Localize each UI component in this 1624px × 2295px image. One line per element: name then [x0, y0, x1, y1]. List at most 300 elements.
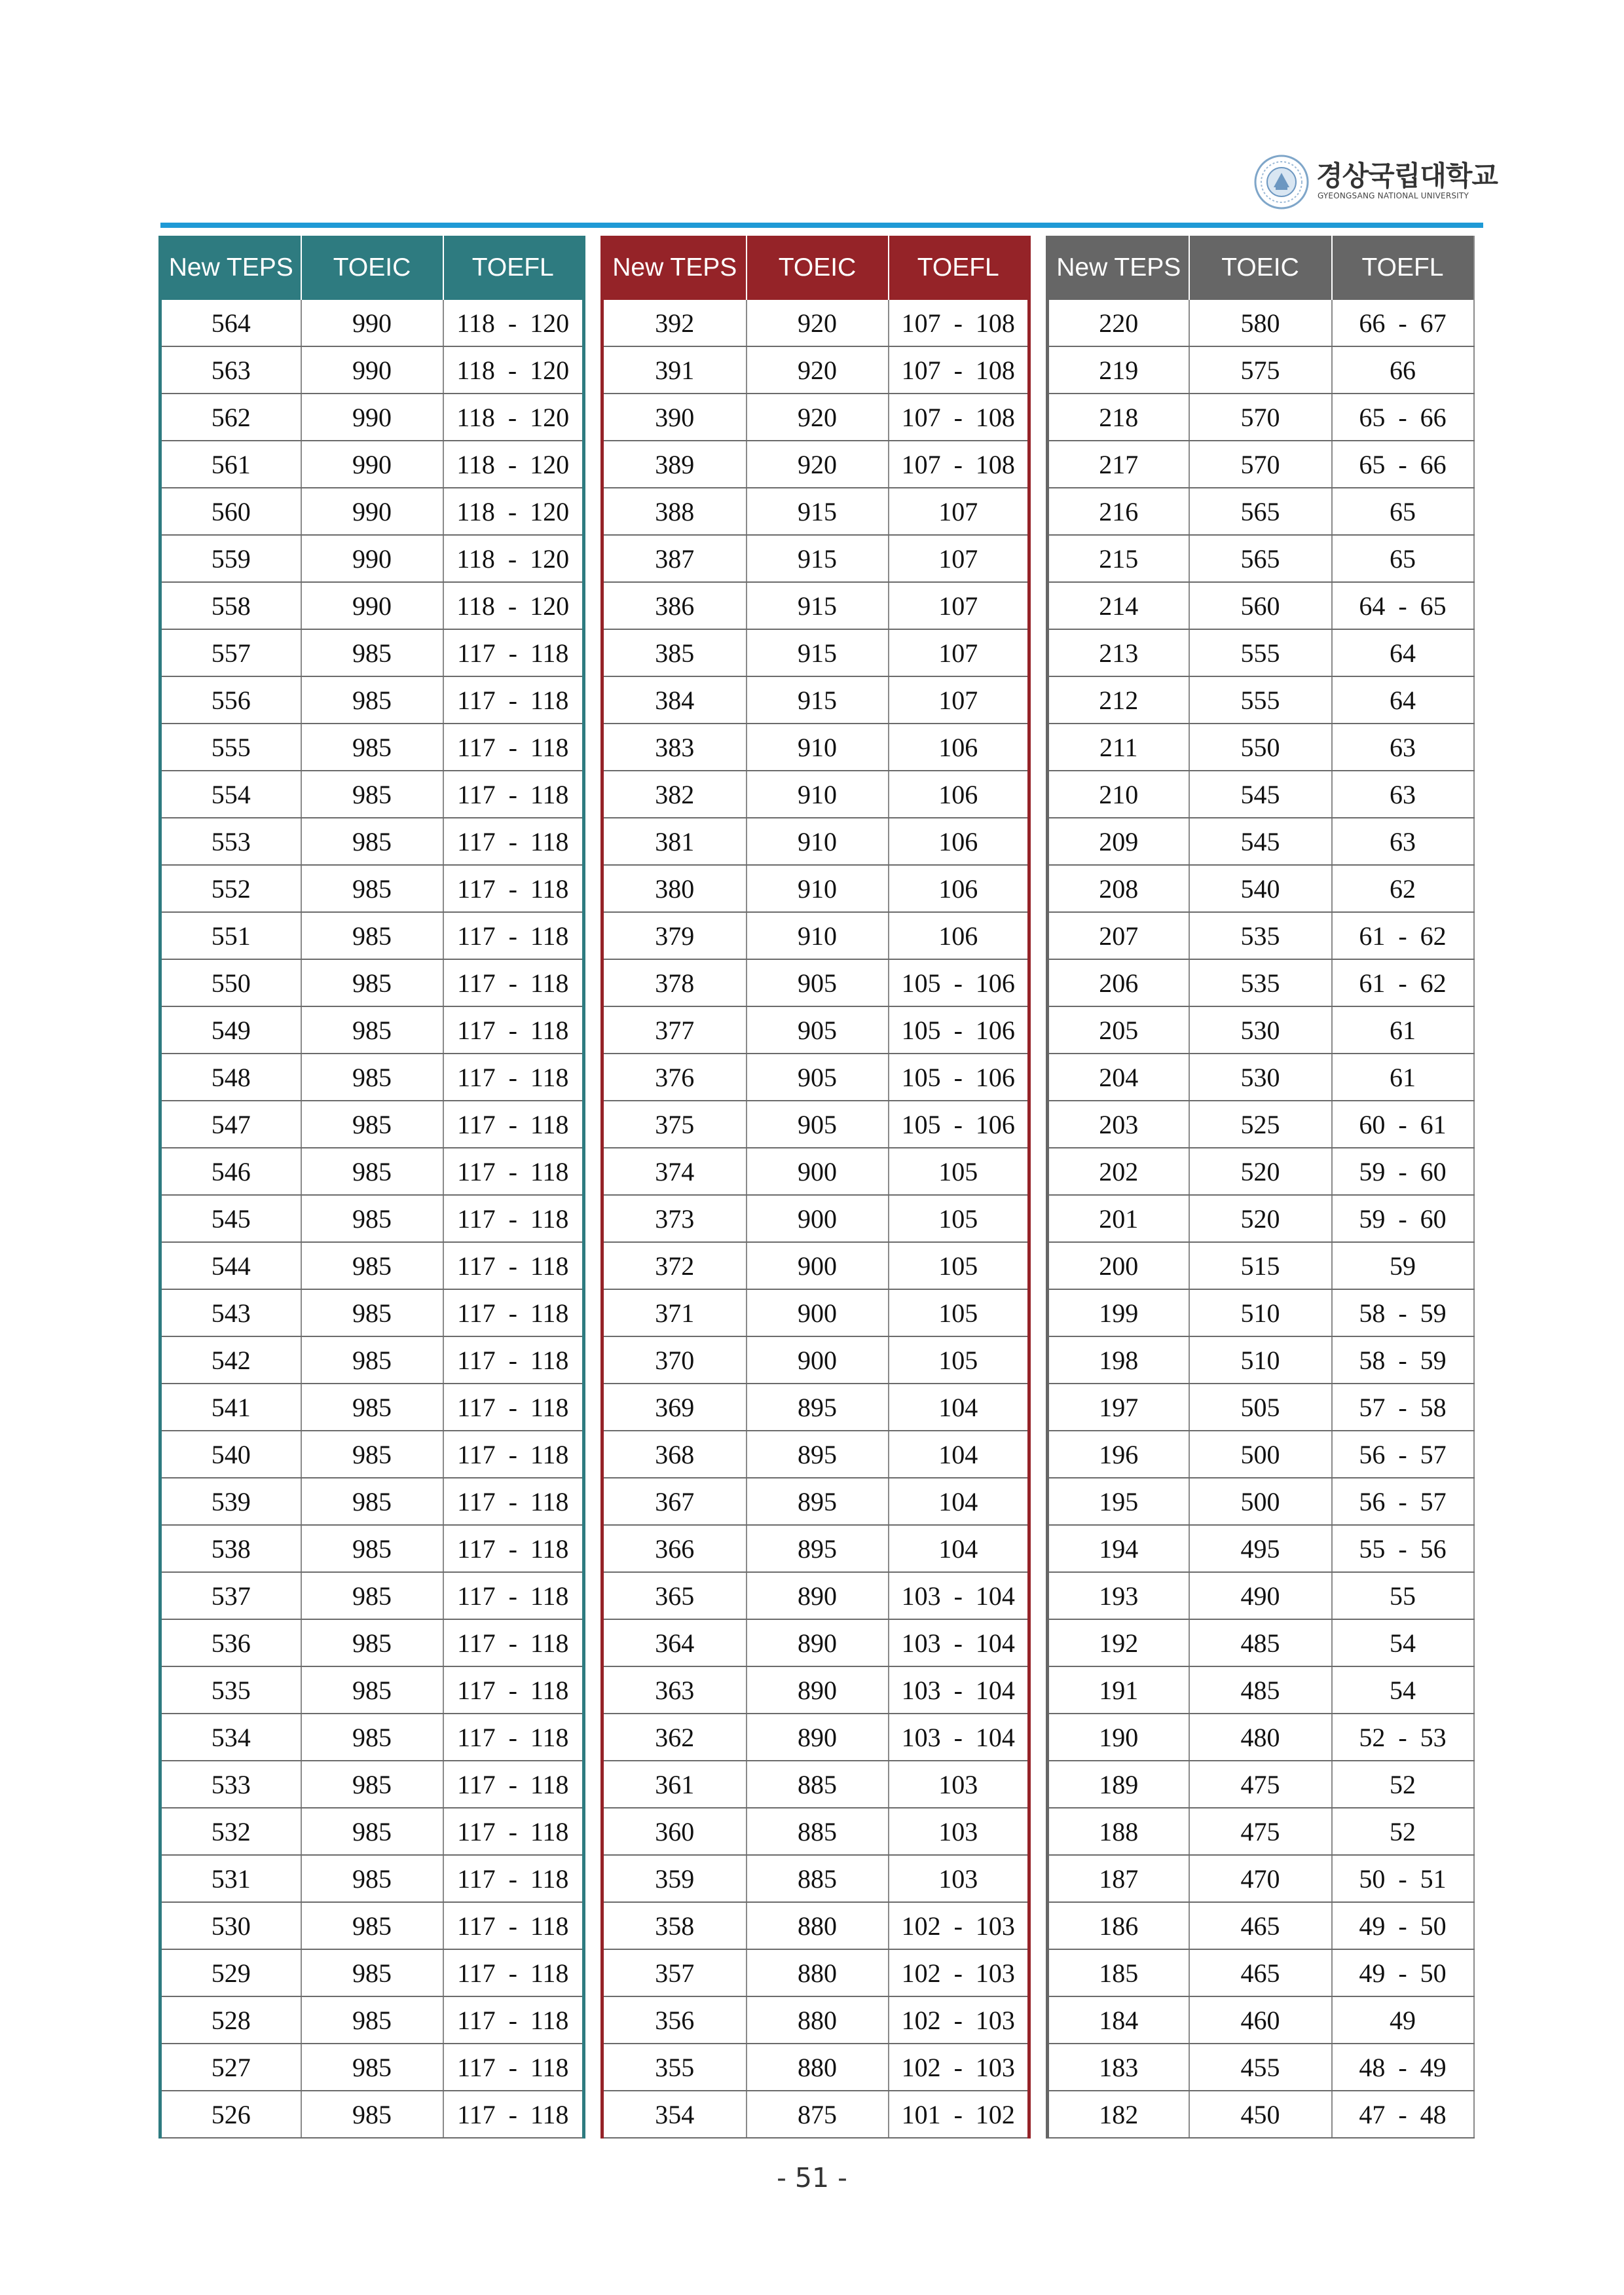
toeic-cell: 920	[747, 300, 889, 346]
toeic-cell: 990	[301, 394, 443, 441]
new-teps-cell: 190	[1048, 1714, 1189, 1761]
toeic-cell: 985	[301, 771, 443, 818]
table-row	[602, 818, 1029, 865]
new-teps-cell: 558	[160, 582, 301, 629]
table-row	[160, 1054, 584, 1101]
table-row	[602, 346, 1029, 394]
header-new-teps: New TEPS	[160, 236, 301, 300]
toeic-cell: 480	[1189, 1714, 1332, 1761]
toeic-cell: 895	[747, 1525, 889, 1572]
new-teps-cell: 550	[160, 959, 301, 1006]
toefl-cell: 117 - 118	[443, 1289, 584, 1336]
table-row	[1048, 535, 1474, 582]
new-teps-cell: 368	[602, 1431, 747, 1478]
toeic-cell: 525	[1189, 1101, 1332, 1148]
university-name-korean: 경상국립대학교	[1316, 160, 1498, 192]
toeic-cell: 880	[747, 1902, 889, 1949]
new-teps-cell: 185	[1048, 1949, 1189, 1996]
toefl-cell: 54	[1332, 1666, 1474, 1714]
toeic-cell: 985	[301, 1666, 443, 1714]
table-row	[602, 1808, 1029, 1855]
toeic-cell: 905	[747, 1101, 889, 1148]
toefl-cell: 55	[1332, 1572, 1474, 1619]
toeic-cell: 495	[1189, 1525, 1332, 1572]
table-row	[1048, 1054, 1474, 1101]
toefl-cell: 107	[889, 582, 1029, 629]
toeic-cell: 910	[747, 771, 889, 818]
toefl-cell: 117 - 118	[443, 1525, 584, 1572]
table-row	[1048, 1336, 1474, 1384]
toefl-cell: 102 - 103	[889, 1996, 1029, 2044]
new-teps-cell: 210	[1048, 771, 1189, 818]
new-teps-cell: 207	[1048, 912, 1189, 959]
table-row	[1048, 2091, 1474, 2138]
toeic-cell: 460	[1189, 1996, 1332, 2044]
toeic-cell: 985	[301, 959, 443, 1006]
toeic-cell: 895	[747, 1384, 889, 1431]
new-teps-cell: 526	[160, 2091, 301, 2138]
toefl-cell: 47 - 48	[1332, 2091, 1474, 2138]
toefl-cell: 101 - 102	[889, 2091, 1029, 2138]
toefl-cell: 49	[1332, 1996, 1474, 2044]
toeic-cell: 985	[301, 1431, 443, 1478]
new-teps-cell: 183	[1048, 2044, 1189, 2091]
toefl-cell: 117 - 118	[443, 959, 584, 1006]
new-teps-cell: 217	[1048, 441, 1189, 488]
new-teps-cell: 533	[160, 1761, 301, 1808]
table-row	[160, 1619, 584, 1666]
table-row	[1048, 346, 1474, 394]
toefl-cell: 102 - 103	[889, 2044, 1029, 2091]
toeic-cell: 910	[747, 724, 889, 771]
toefl-cell: 103	[889, 1761, 1029, 1808]
table-row	[160, 488, 584, 535]
table-row	[602, 1902, 1029, 1949]
toefl-cell: 118 - 120	[443, 535, 584, 582]
toeic-cell: 505	[1189, 1384, 1332, 1431]
toefl-cell: 104	[889, 1431, 1029, 1478]
table-row	[602, 1714, 1029, 1761]
toefl-cell: 105 - 106	[889, 1006, 1029, 1054]
toefl-cell: 117 - 118	[443, 1761, 584, 1808]
header-toefl: TOEFL	[889, 236, 1029, 300]
new-teps-cell: 536	[160, 1619, 301, 1666]
toeic-cell: 900	[747, 1336, 889, 1384]
new-teps-cell: 549	[160, 1006, 301, 1054]
new-teps-cell: 373	[602, 1195, 747, 1242]
toeic-cell: 990	[301, 535, 443, 582]
header-rule	[160, 223, 1483, 228]
toefl-cell: 105	[889, 1289, 1029, 1336]
new-teps-cell: 543	[160, 1289, 301, 1336]
toefl-cell: 105 - 106	[889, 1054, 1029, 1101]
toefl-cell: 117 - 118	[443, 1384, 584, 1431]
new-teps-cell: 390	[602, 394, 747, 441]
toefl-cell: 63	[1332, 818, 1474, 865]
new-teps-cell: 548	[160, 1054, 301, 1101]
table-row	[160, 912, 584, 959]
new-teps-cell: 212	[1048, 676, 1189, 724]
toeic-cell: 985	[301, 724, 443, 771]
toefl-cell: 107 - 108	[889, 346, 1029, 394]
table-row	[160, 1855, 584, 1902]
toeic-cell: 565	[1189, 535, 1332, 582]
table-row	[1048, 771, 1474, 818]
new-teps-cell: 562	[160, 394, 301, 441]
table-row	[1048, 912, 1474, 959]
university-logo	[1254, 155, 1498, 211]
toefl-cell: 117 - 118	[443, 1336, 584, 1384]
toefl-cell: 117 - 118	[443, 1808, 584, 1855]
university-emblem-icon	[1254, 155, 1309, 210]
toefl-cell: 49 - 50	[1332, 1949, 1474, 1996]
toeic-cell: 885	[747, 1808, 889, 1855]
toefl-cell: 118 - 120	[443, 582, 584, 629]
toefl-cell: 106	[889, 912, 1029, 959]
table-row	[602, 1431, 1029, 1478]
table-row	[602, 1336, 1029, 1384]
new-teps-cell: 381	[602, 818, 747, 865]
toefl-cell: 105	[889, 1148, 1029, 1195]
toefl-cell: 117 - 118	[443, 1006, 584, 1054]
toeic-cell: 985	[301, 1525, 443, 1572]
toefl-cell: 57 - 58	[1332, 1384, 1474, 1431]
table-row	[1048, 676, 1474, 724]
table-row	[602, 1148, 1029, 1195]
toeic-cell: 990	[301, 488, 443, 535]
table-row	[160, 865, 584, 912]
table-row	[160, 1384, 584, 1431]
table-row	[602, 2044, 1029, 2091]
new-teps-cell: 384	[602, 676, 747, 724]
table-row	[602, 1996, 1029, 2044]
toeic-cell: 875	[747, 2091, 889, 2138]
table-row	[160, 582, 584, 629]
table-row	[160, 1902, 584, 1949]
table-row	[160, 724, 584, 771]
toeic-cell: 985	[301, 1902, 443, 1949]
toeic-cell: 985	[301, 1289, 443, 1336]
toeic-cell: 465	[1189, 1949, 1332, 1996]
toefl-cell: 117 - 118	[443, 1478, 584, 1525]
new-teps-cell: 195	[1048, 1478, 1189, 1525]
new-teps-cell: 389	[602, 441, 747, 488]
toeic-cell: 915	[747, 676, 889, 724]
toefl-cell: 61 - 62	[1332, 959, 1474, 1006]
table-row	[1048, 1808, 1474, 1855]
toeic-cell: 520	[1189, 1195, 1332, 1242]
toeic-cell: 880	[747, 1996, 889, 2044]
new-teps-cell: 213	[1048, 629, 1189, 676]
table-row	[602, 912, 1029, 959]
toeic-cell: 985	[301, 1242, 443, 1289]
table-row	[602, 1384, 1029, 1431]
toeic-cell: 985	[301, 1384, 443, 1431]
toeic-cell: 530	[1189, 1054, 1332, 1101]
table-row	[160, 441, 584, 488]
table-row	[1048, 629, 1474, 676]
toeic-cell: 985	[301, 1572, 443, 1619]
toefl-cell: 107	[889, 488, 1029, 535]
new-teps-cell: 365	[602, 1572, 747, 1619]
toeic-cell: 515	[1189, 1242, 1332, 1289]
new-teps-cell: 385	[602, 629, 747, 676]
toeic-cell: 490	[1189, 1572, 1332, 1619]
table-row	[1048, 724, 1474, 771]
toeic-cell: 985	[301, 1148, 443, 1195]
toeic-cell: 575	[1189, 346, 1332, 394]
toefl-cell: 62	[1332, 865, 1474, 912]
toeic-cell: 520	[1189, 1148, 1332, 1195]
table-row	[160, 1996, 584, 2044]
toeic-cell: 485	[1189, 1619, 1332, 1666]
new-teps-cell: 527	[160, 2044, 301, 2091]
table-row	[160, 1289, 584, 1336]
toeic-cell: 985	[301, 1761, 443, 1808]
new-teps-cell: 358	[602, 1902, 747, 1949]
toeic-cell: 500	[1189, 1478, 1332, 1525]
new-teps-cell: 375	[602, 1101, 747, 1148]
toefl-cell: 61	[1332, 1006, 1474, 1054]
toeic-cell: 535	[1189, 912, 1332, 959]
new-teps-cell: 209	[1048, 818, 1189, 865]
toefl-cell: 117 - 118	[443, 2044, 584, 2091]
new-teps-cell: 532	[160, 1808, 301, 1855]
new-teps-cell: 387	[602, 535, 747, 582]
new-teps-cell: 391	[602, 346, 747, 394]
table-row	[1048, 488, 1474, 535]
table-row	[1048, 441, 1474, 488]
table-row	[160, 1478, 584, 1525]
toefl-cell: 103	[889, 1808, 1029, 1855]
toefl-cell: 60 - 61	[1332, 1101, 1474, 1148]
toefl-cell: 105	[889, 1195, 1029, 1242]
toeic-cell: 900	[747, 1195, 889, 1242]
new-teps-cell: 563	[160, 346, 301, 394]
table-row	[602, 724, 1029, 771]
toefl-cell: 59 - 60	[1332, 1148, 1474, 1195]
new-teps-cell: 363	[602, 1666, 747, 1714]
new-teps-cell: 356	[602, 1996, 747, 2044]
table-row	[602, 676, 1029, 724]
toeic-cell: 580	[1189, 300, 1332, 346]
toefl-cell: 56 - 57	[1332, 1431, 1474, 1478]
toefl-cell: 105	[889, 1336, 1029, 1384]
new-teps-cell: 528	[160, 1996, 301, 2044]
new-teps-cell: 539	[160, 1478, 301, 1525]
table-row	[602, 1242, 1029, 1289]
toeic-cell: 885	[747, 1855, 889, 1902]
toefl-cell: 117 - 118	[443, 1195, 584, 1242]
table-row	[1048, 959, 1474, 1006]
table-row	[602, 1289, 1029, 1336]
toeic-cell: 985	[301, 865, 443, 912]
toefl-cell: 118 - 120	[443, 394, 584, 441]
toefl-cell: 61	[1332, 1054, 1474, 1101]
new-teps-cell: 379	[602, 912, 747, 959]
toefl-cell: 117 - 118	[443, 1714, 584, 1761]
new-teps-cell: 545	[160, 1195, 301, 1242]
toeic-cell: 990	[301, 346, 443, 394]
toeic-cell: 985	[301, 1619, 443, 1666]
new-teps-cell: 382	[602, 771, 747, 818]
toeic-cell: 915	[747, 629, 889, 676]
new-teps-cell: 541	[160, 1384, 301, 1431]
toefl-cell: 118 - 120	[443, 441, 584, 488]
new-teps-cell: 206	[1048, 959, 1189, 1006]
table-row	[602, 2091, 1029, 2138]
new-teps-cell: 559	[160, 535, 301, 582]
toeic-cell: 485	[1189, 1666, 1332, 1714]
table-row	[602, 1949, 1029, 1996]
new-teps-cell: 203	[1048, 1101, 1189, 1148]
toeic-cell: 890	[747, 1666, 889, 1714]
toeic-cell: 985	[301, 818, 443, 865]
toefl-cell: 103	[889, 1855, 1029, 1902]
new-teps-cell: 361	[602, 1761, 747, 1808]
new-teps-cell: 369	[602, 1384, 747, 1431]
table-row	[160, 1761, 584, 1808]
toefl-cell: 117 - 118	[443, 2091, 584, 2138]
table-row	[160, 1666, 584, 1714]
toeic-cell: 915	[747, 535, 889, 582]
toeic-cell: 985	[301, 1054, 443, 1101]
toefl-cell: 106	[889, 865, 1029, 912]
new-teps-cell: 371	[602, 1289, 747, 1336]
table-row	[160, 1714, 584, 1761]
table-row	[1048, 1006, 1474, 1054]
new-teps-cell: 546	[160, 1148, 301, 1195]
table-row	[1048, 1289, 1474, 1336]
toefl-cell: 104	[889, 1478, 1029, 1525]
toeic-cell: 990	[301, 582, 443, 629]
new-teps-cell: 184	[1048, 1996, 1189, 2044]
toeic-cell: 910	[747, 865, 889, 912]
new-teps-cell: 364	[602, 1619, 747, 1666]
toeic-cell: 555	[1189, 629, 1332, 676]
new-teps-cell: 377	[602, 1006, 747, 1054]
toeic-cell: 510	[1189, 1336, 1332, 1384]
toefl-cell: 117 - 118	[443, 1242, 584, 1289]
table-row	[160, 959, 584, 1006]
toeic-cell: 450	[1189, 2091, 1332, 2138]
table-row	[1048, 1666, 1474, 1714]
table-row	[602, 300, 1029, 346]
toefl-cell: 117 - 118	[443, 1855, 584, 1902]
new-teps-cell: 542	[160, 1336, 301, 1384]
toeic-cell: 910	[747, 912, 889, 959]
new-teps-cell: 200	[1048, 1242, 1189, 1289]
table-row	[160, 1808, 584, 1855]
new-teps-cell: 560	[160, 488, 301, 535]
new-teps-cell: 187	[1048, 1855, 1189, 1902]
table-row	[160, 2044, 584, 2091]
new-teps-cell: 214	[1048, 582, 1189, 629]
toeic-cell: 560	[1189, 582, 1332, 629]
toefl-cell: 117 - 118	[443, 629, 584, 676]
new-teps-cell: 386	[602, 582, 747, 629]
new-teps-cell: 530	[160, 1902, 301, 1949]
toeic-cell: 900	[747, 1242, 889, 1289]
page-number: - 51 -	[777, 2162, 847, 2194]
table-row	[1048, 1478, 1474, 1525]
new-teps-cell: 555	[160, 724, 301, 771]
new-teps-cell: 191	[1048, 1666, 1189, 1714]
table-row	[160, 1006, 584, 1054]
table-row	[160, 1336, 584, 1384]
toeic-cell: 570	[1189, 441, 1332, 488]
toeic-cell: 895	[747, 1431, 889, 1478]
table-row	[1048, 582, 1474, 629]
new-teps-cell: 211	[1048, 724, 1189, 771]
new-teps-cell: 189	[1048, 1761, 1189, 1808]
toeic-cell: 890	[747, 1714, 889, 1761]
toeic-cell: 920	[747, 394, 889, 441]
toeic-cell: 985	[301, 1101, 443, 1148]
new-teps-cell: 554	[160, 771, 301, 818]
toefl-cell: 105 - 106	[889, 1101, 1029, 1148]
header-new-teps: New TEPS	[602, 236, 747, 300]
new-teps-cell: 564	[160, 300, 301, 346]
toefl-cell: 50 - 51	[1332, 1855, 1474, 1902]
table-row	[602, 582, 1029, 629]
toefl-cell: 107	[889, 629, 1029, 676]
new-teps-cell: 355	[602, 2044, 747, 2091]
toefl-cell: 64	[1332, 676, 1474, 724]
table-row	[602, 1478, 1029, 1525]
new-teps-cell: 220	[1048, 300, 1189, 346]
toefl-cell: 106	[889, 771, 1029, 818]
university-name-english: GYEONGSANG NATIONAL UNIVERSITY	[1318, 191, 1469, 200]
toefl-cell: 117 - 118	[443, 818, 584, 865]
table-row	[1048, 1949, 1474, 1996]
table-row	[1048, 300, 1474, 346]
new-teps-cell: 535	[160, 1666, 301, 1714]
new-teps-cell: 198	[1048, 1336, 1189, 1384]
toeic-cell: 985	[301, 1714, 443, 1761]
toefl-cell: 117 - 118	[443, 1996, 584, 2044]
toeic-cell: 985	[301, 676, 443, 724]
toefl-cell: 102 - 103	[889, 1949, 1029, 1996]
toefl-cell: 58 - 59	[1332, 1336, 1474, 1384]
table-row	[602, 1195, 1029, 1242]
toefl-cell: 117 - 118	[443, 1666, 584, 1714]
toefl-cell: 65 - 66	[1332, 394, 1474, 441]
table-row	[602, 1855, 1029, 1902]
toeic-cell: 500	[1189, 1431, 1332, 1478]
toefl-cell: 58 - 59	[1332, 1289, 1474, 1336]
table-row	[602, 488, 1029, 535]
new-teps-cell: 201	[1048, 1195, 1189, 1242]
new-teps-cell: 547	[160, 1101, 301, 1148]
header-toeic: TOEIC	[301, 236, 443, 300]
toefl-cell: 117 - 118	[443, 865, 584, 912]
toefl-cell: 104	[889, 1525, 1029, 1572]
table-row	[1048, 1714, 1474, 1761]
toeic-cell: 890	[747, 1572, 889, 1619]
toeic-cell: 545	[1189, 818, 1332, 865]
table-row	[160, 300, 584, 346]
table-row	[160, 818, 584, 865]
toefl-cell: 117 - 118	[443, 1431, 584, 1478]
toefl-cell: 52	[1332, 1808, 1474, 1855]
table-row	[1048, 1195, 1474, 1242]
table-row	[602, 1572, 1029, 1619]
toefl-cell: 55 - 56	[1332, 1525, 1474, 1572]
table-row	[160, 1242, 584, 1289]
new-teps-cell: 360	[602, 1808, 747, 1855]
toefl-cell: 61 - 62	[1332, 912, 1474, 959]
